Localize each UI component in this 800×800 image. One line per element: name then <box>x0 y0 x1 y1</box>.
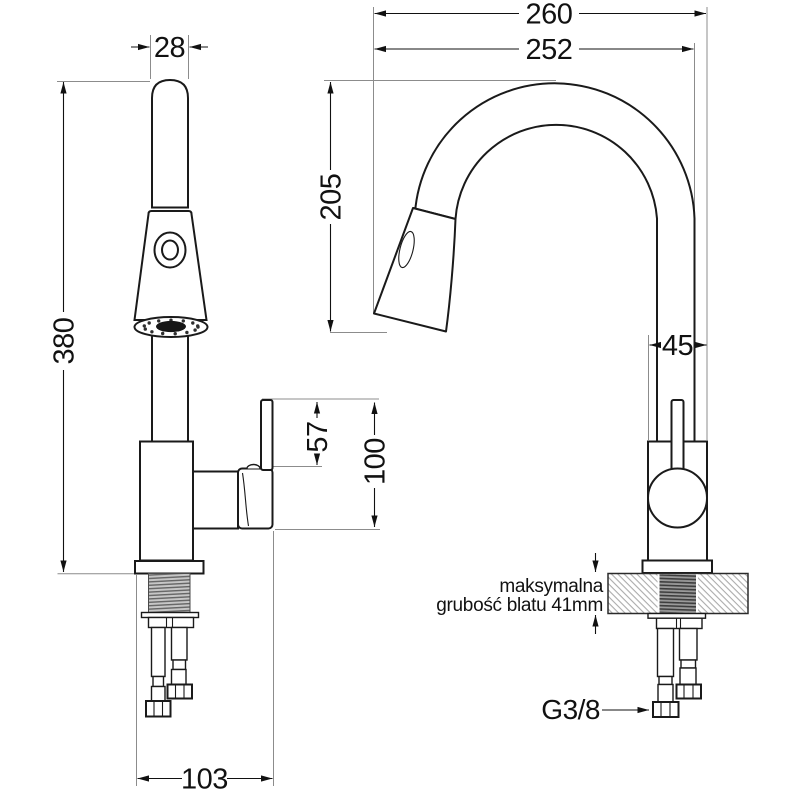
hose-nut-front-right <box>168 685 193 699</box>
dim-label-body-depth: 45 <box>661 330 694 362</box>
front-view <box>135 80 273 717</box>
handle-ball-joint <box>648 469 707 528</box>
counter-thickness-note-line2: grubość blatu 41mm <box>436 595 603 616</box>
dim-label-base-footprint-depth: 103 <box>181 763 228 796</box>
gooseneck-outer-arc <box>415 83 695 441</box>
mounting-washer-front <box>142 613 199 618</box>
faucet-body-front <box>140 442 193 561</box>
mounting-bracket-side <box>657 618 703 628</box>
mounting-washer-side <box>648 614 706 619</box>
supply-hoses-front <box>146 628 192 717</box>
dim-label-overall-reach: 260 <box>525 0 573 31</box>
dim-label-handle-assembly-height: 100 <box>359 438 392 485</box>
dim-label-total-height: 380 <box>48 317 81 365</box>
hose-nut-front-left <box>146 701 171 717</box>
counter-thickness-note-line1: maksymalna <box>499 576 603 597</box>
thread-size-label: G3/8 <box>541 694 600 725</box>
mounting-bracket-front <box>149 618 194 628</box>
dim-label-spout-reach: 252 <box>525 34 573 66</box>
countertop-section <box>608 574 748 614</box>
dim-label-spout-clearance-height: 205 <box>315 173 348 221</box>
hose-nut-side-right <box>677 685 702 699</box>
handle-lever-side <box>672 400 684 470</box>
threaded-shank-front <box>149 574 191 613</box>
threaded-shank-side <box>660 574 697 612</box>
mounting-flange-side <box>643 561 713 574</box>
handle-hinge-bump <box>247 465 260 469</box>
mounting-flange-front <box>135 561 204 574</box>
spray-head-side <box>374 208 456 332</box>
spray-wand-tube <box>152 80 188 208</box>
aerator-outlet <box>156 321 186 332</box>
dim-label-lever-height: 57 <box>302 421 334 453</box>
supply-hoses-side <box>653 629 701 718</box>
dimension-labels <box>49 0 694 796</box>
dim-label-spout-head-width: 28 <box>153 32 186 64</box>
spray-head-front <box>135 211 207 320</box>
handle-lever-front <box>261 400 273 470</box>
handle-outlet-front <box>193 472 238 529</box>
hose-nut-side-left <box>653 702 679 717</box>
aerator-face <box>135 317 208 337</box>
side-view <box>374 83 748 717</box>
gooseneck-inner-arc <box>456 125 658 442</box>
